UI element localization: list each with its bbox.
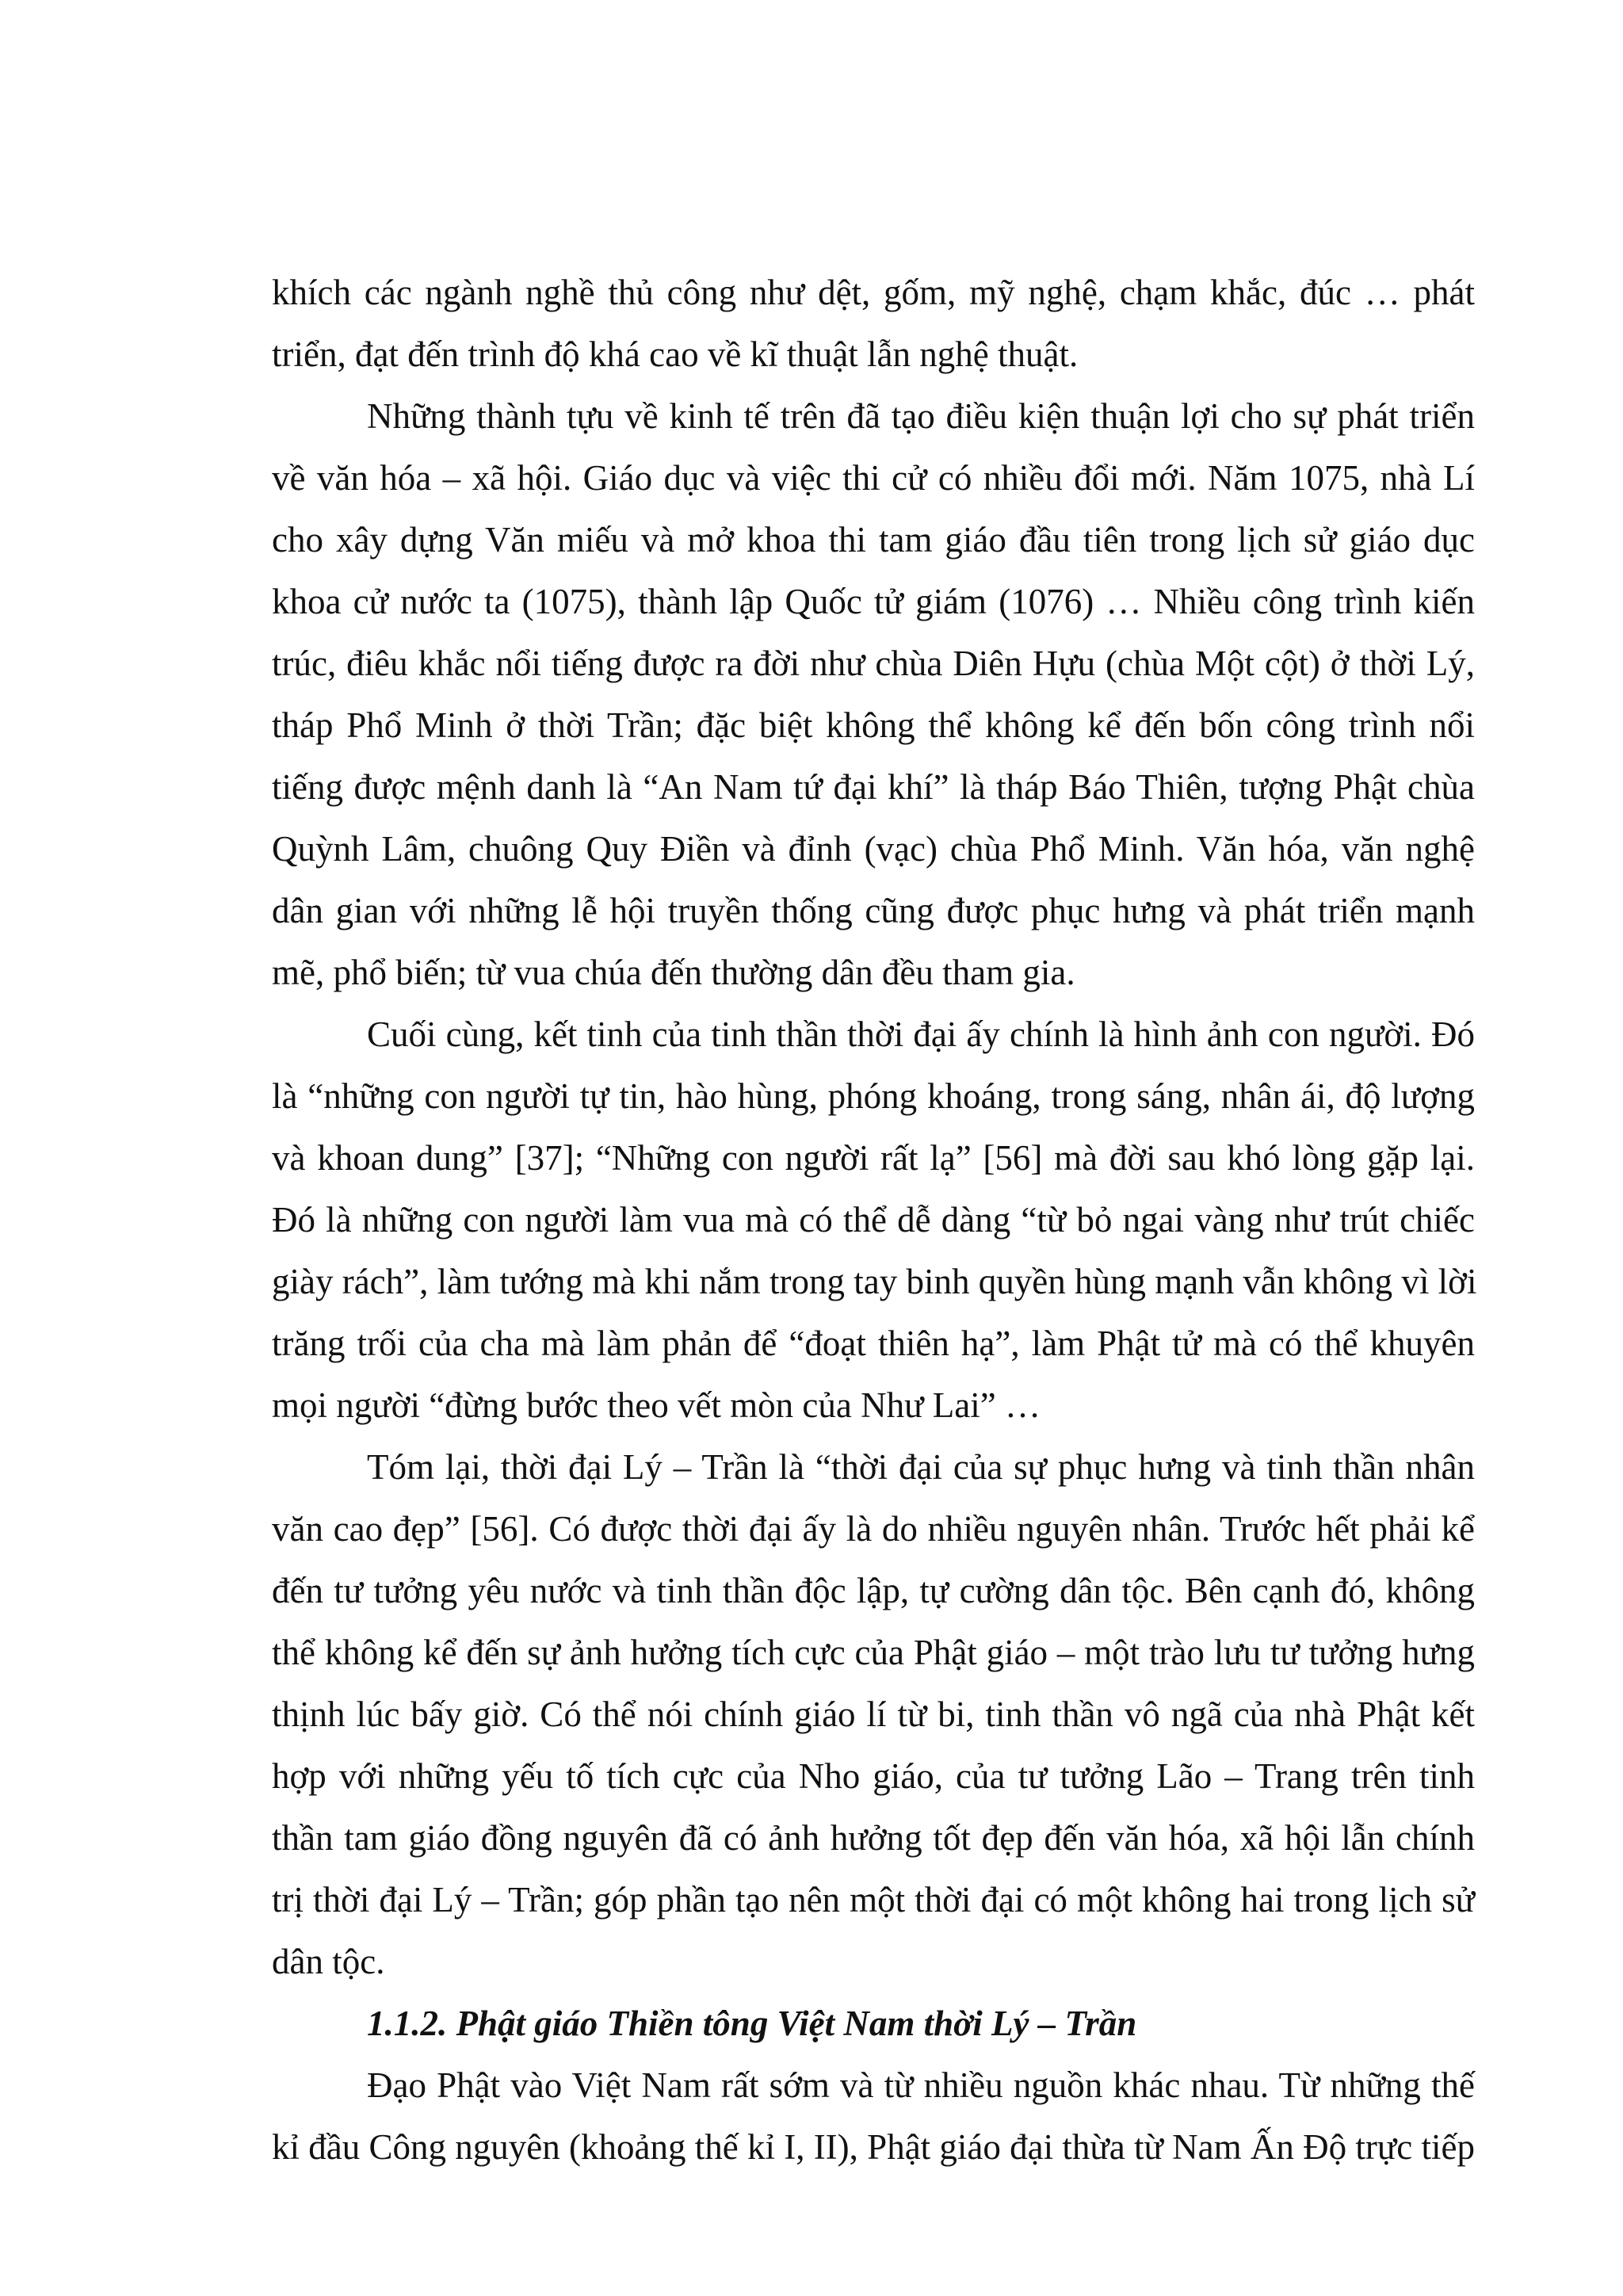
text-line: Quỳnh Lâm, chuông Quy Điền và đỉnh (vạc) chùa Phổ Minh. Văn hóa, văn nghệ [272,829,1475,869]
text-line: dân tộc. [272,1942,385,1981]
paragraph-crafts [272,262,1475,385]
text-line: giày rách”, làm tướng mà khi nắm trong tay binh quyền hùng mạnh vẫn không vì lời [272,1262,1477,1301]
text-line: mẽ, phổ biến; từ vua chúa đến thường dân đều tham gia. [272,953,1075,992]
document-page [272,262,1475,2178]
section-heading: 1.1.2. Phật giáo Thiền tông Việt Nam thời Lý – Trần [367,2004,1137,2043]
text-line: triển, đạt đến trình độ khá cao về kĩ thuật lẫn nghệ thuật. [272,334,1079,374]
text-line: khoa cử nước ta (1075), thành lập Quốc tử giám (1076) … Nhiều công trình kiến [272,582,1475,621]
text-line: trị thời đại Lý – Trần; góp phần tạo nên một thời đại có một không hai trong lịch sử [272,1880,1475,1920]
paragraph-people [272,1003,1475,1436]
text-line: tháp Phổ Minh ở thời Trần; đặc biệt không thể không kể đến bốn công trình nổi [272,705,1475,745]
text-line: Tóm lại, thời đại Lý – Trần là “thời đại của sự phục hưng và tinh thần nhân [367,1447,1475,1487]
paragraph-buddhism-origin [272,2054,1475,2178]
text-line: dân gian với những lễ hội truyền thống cũng được phục hưng và phát triển mạnh [272,891,1475,930]
text-line: và khoan dung” [37]; “Những con người rất lạ” [56] mà đời sau khó lòng gặp lại. [272,1138,1475,1178]
text-line: trăng trối của cha mà làm phản để “đoạt thiên hạ”, làm Phật tử mà có thể khuyên [272,1324,1475,1363]
text-line: Đạo Phật vào Việt Nam rất sớm và từ nhiều nguồn khác nhau. Từ những thế [367,2065,1475,2105]
text-line: kỉ đầu Công nguyên (khoảng thế kỉ I, II), Phật giáo đại thừa từ Nam Ấn Độ trực tiếp [272,2127,1475,2167]
paragraph-summary [272,1436,1475,1992]
text-line: mọi người “đừng bước theo vết mòn của Như Lai” … [272,1385,1041,1425]
text-line: cho xây dựng Văn miếu và mở khoa thi tam giáo đầu tiên trong lịch sử giáo dục [272,520,1475,560]
text-line: là “những con người tự tin, hào hùng, phóng khoáng, trong sáng, nhân ái, độ lượng [272,1076,1475,1116]
text-line: trúc, điêu khắc nổi tiếng được ra đời như chùa Diên Hựu (chùa Một cột) ở thời Lý, [272,644,1475,683]
text-line: Những thành tựu về kinh tế trên đã tạo điều kiện thuận lợi cho sự phát triển [367,396,1475,436]
paragraph-culture [272,385,1475,1003]
text-line: hợp với những yếu tố tích cực của Nho giáo, của tư tưởng Lão – Trang trên tinh [272,1756,1475,1796]
text-line: khích các ngành nghề thủ công như dệt, gốm, mỹ nghệ, chạm khắc, đúc … phát [272,273,1475,312]
text-line: tiếng được mệnh danh là “An Nam tứ đại khí” là tháp Báo Thiên, tượng Phật chùa [272,767,1475,807]
text-line: thần tam giáo đồng nguyên đã có ảnh hưởng tốt đẹp đến văn hóa, xã hội lẫn chính [272,1818,1475,1858]
text-line: Cuối cùng, kết tinh của tinh thần thời đại ấy chính là hình ảnh con người. Đó [367,1014,1475,1054]
text-line: văn cao đẹp” [56]. Có được thời đại ấy là do nhiều nguyên nhân. Trước hết phải kể [272,1509,1475,1549]
text-line: thịnh lúc bấy giờ. Có thể nói chính giáo lí từ bi, tinh thần vô ngã của nhà Phật kết [272,1694,1475,1734]
text-line: về văn hóa – xã hội. Giáo dục và việc thi cử có nhiều đổi mới. Năm 1075, nhà Lí [272,458,1475,498]
text-line: thể không kể đến sự ảnh hưởng tích cực của Phật giáo – một trào lưu tư tưởng hưng [272,1633,1475,1672]
text-line: Đó là những con người làm vua mà có thể dễ dàng “từ bỏ ngai vàng như trút chiếc [272,1200,1475,1240]
text-line: đến tư tưởng yêu nước và tinh thần độc lập, tự cường dân tộc. Bên cạnh đó, không [272,1571,1475,1610]
